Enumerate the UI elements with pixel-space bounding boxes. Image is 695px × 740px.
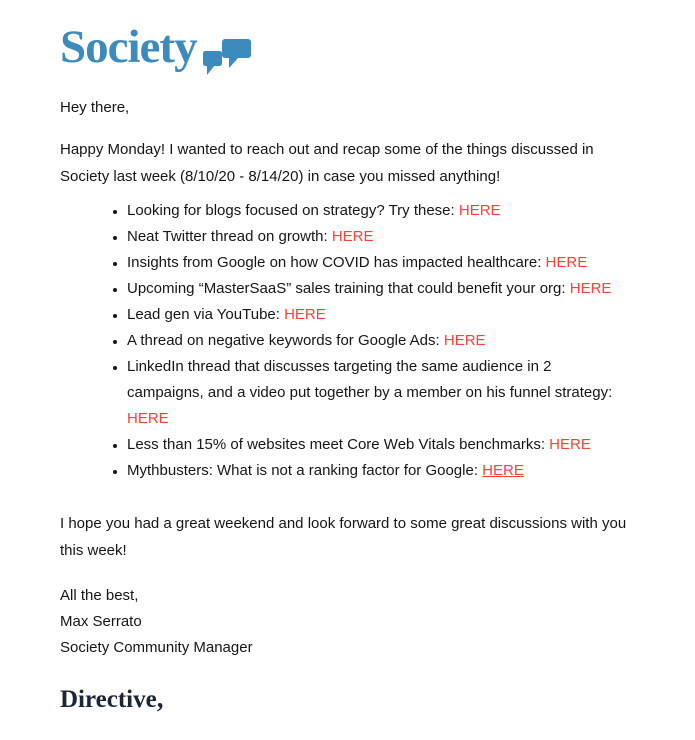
here-link[interactable]: HERE <box>545 254 588 271</box>
directive-logo-mark: , <box>156 683 164 713</box>
recap-list-item <box>127 198 627 224</box>
here-link[interactable]: HERE <box>331 228 374 245</box>
header <box>60 22 635 78</box>
sign-off: All the best, <box>60 587 139 604</box>
recap-list-item <box>127 354 627 432</box>
here-link[interactable]: HERE <box>284 306 326 323</box>
here-link[interactable]: HERE <box>458 202 501 219</box>
society-logo-text: Society <box>60 21 197 73</box>
directive-logo <box>60 683 635 713</box>
here-link[interactable]: HERE <box>482 462 524 479</box>
list-item-text: Less than 15% of websites meet Core Web Vitals benchmarks: <box>127 436 545 453</box>
recap-list <box>60 198 635 484</box>
list-item-text: Mythbusters: What is not a ranking factor for Google: <box>127 462 478 479</box>
here-link[interactable]: HERE <box>443 332 486 349</box>
here-link[interactable]: HERE <box>127 410 169 427</box>
list-item-text: Upcoming “MasterSaaS” sales training that could benefit your org: <box>127 280 566 297</box>
list-item-text: Neat Twitter thread on growth: <box>127 228 328 245</box>
greeting: Hey there, <box>60 99 130 116</box>
list-item-text: Lead gen via YouTube: <box>127 306 280 323</box>
recap-list-item <box>127 458 627 484</box>
speech-bubbles-icon <box>202 38 252 78</box>
recap-list-item <box>127 276 627 302</box>
recap-list-item <box>127 224 627 250</box>
recap-list-item <box>127 250 627 276</box>
here-link[interactable]: HERE <box>549 436 591 453</box>
list-item-text: Looking for blogs focused on strategy? Try these: <box>127 202 455 219</box>
list-item-text: Insights from Google on how COVID has impacted healthcare: <box>127 254 542 271</box>
list-item-text: A thread on negative keywords for Google Ads: <box>127 332 440 349</box>
recap-list-item <box>127 328 627 354</box>
signature-name: Max Serrato <box>60 613 142 630</box>
intro-paragraph: Happy Monday! I wanted to reach out and recap some of the things discussed in Society last week (8/10/20 - 8/14/20) in case you missed anything! <box>60 141 594 185</box>
signature-role: Society Community Manager <box>60 639 253 656</box>
directive-logo-text: Directive <box>60 686 157 713</box>
here-link[interactable]: HERE <box>569 280 612 297</box>
closing-paragraph: I hope you had a great weekend and look forward to some great discussions with you this week! <box>60 515 627 559</box>
recap-list-item <box>127 432 627 458</box>
list-item-text: LinkedIn thread that discusses targeting the same audience in 2 campaigns, and a video put together by a member on his funnel strategy: <box>127 358 613 401</box>
recap-list-item <box>127 302 627 328</box>
